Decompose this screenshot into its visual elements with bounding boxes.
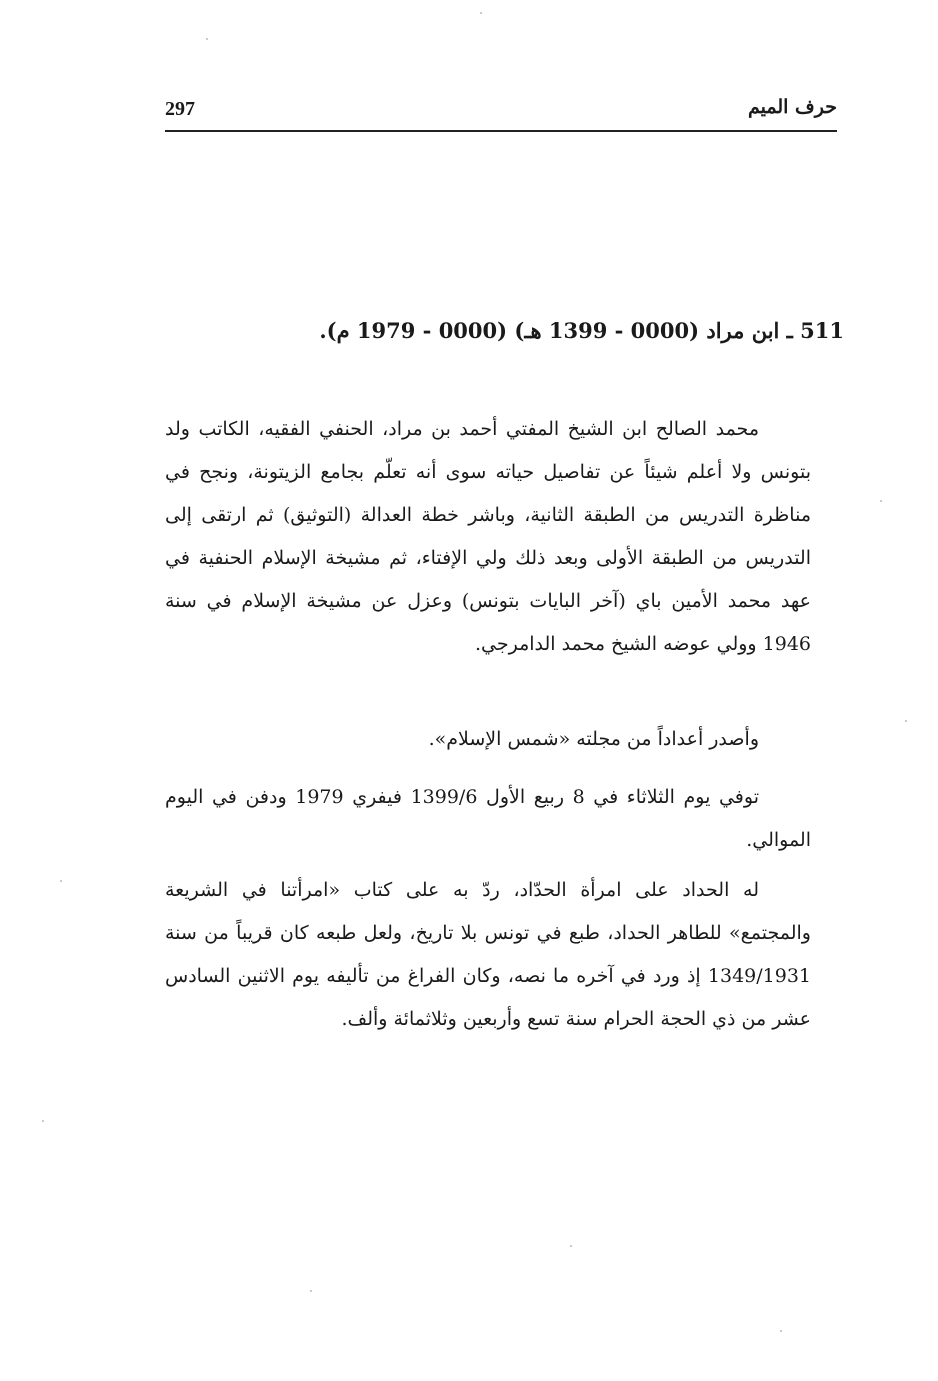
header-rule [165, 130, 837, 132]
paper-speck [880, 500, 882, 502]
paper-speck [570, 1245, 572, 1247]
paper-speck [905, 720, 907, 722]
paper-speck [60, 880, 62, 882]
death-paragraph: توفي يوم الثلاثاء في 8 ربيع الأول 1399/6 فيفري 1979 ودفن في اليوم الموالي. [165, 786, 811, 851]
publication-paragraph: وأصدر أعداداً من مجلته «شمس الإسلام». [428, 728, 759, 750]
works-paragraph: له الحداد على امرأة الحدّاد، ردّ به على كتاب «امرأتنا في الشريعة والمجتمع» للطاهر الحداد، طبع في تونس بلا تاريخ، ولعل طبعه كان قريباً من سنة 1349/1931 إذ ورد في آخره ما نصه، وكان الفراغ من تأليفه يوم الاثنين السادس عشر من ذي الحجة الحرام سنة تسع وأربعين وثلاثمائة وألف. [165, 879, 811, 1030]
running-title: حرف الميم [748, 96, 837, 118]
paper-speck [42, 1120, 44, 1122]
paper-speck [480, 12, 482, 14]
biography-paragraph: محمد الصالح ابن الشيخ المفتي أحمد بن مراد، الحنفي الفقيه، الكاتب ولد بتونس ولا أعلم شيئاً عن تفاصيل حياته سوى أنه تعلّم بجامع الزيتونة، ونجح في مناظرة التدريس من الطبقة الثانية، وباشر خطة العدالة (التوثيق) ثم ارتقى إلى التدريس من الطبقة الأولى وبعد ذلك ولي الإفتاء، ثم مشيخة الإسلام الحنفية في عهد محمد الأمين باي (آخر البايات بتونس) وعزل عن مشيخة الإسلام في سنة 1946 وولي عوضه الشيخ محمد الدامرجي. [165, 418, 811, 655]
paper-speck [310, 1290, 312, 1292]
page-header [165, 96, 837, 132]
entry-title: 511 ـ ابن مراد (0000 - 1399 هـ) (0000 - 1979 م). [319, 318, 844, 343]
paper-speck [206, 38, 208, 40]
paper-speck [780, 1330, 782, 1332]
page-number: 297 [165, 98, 195, 120]
